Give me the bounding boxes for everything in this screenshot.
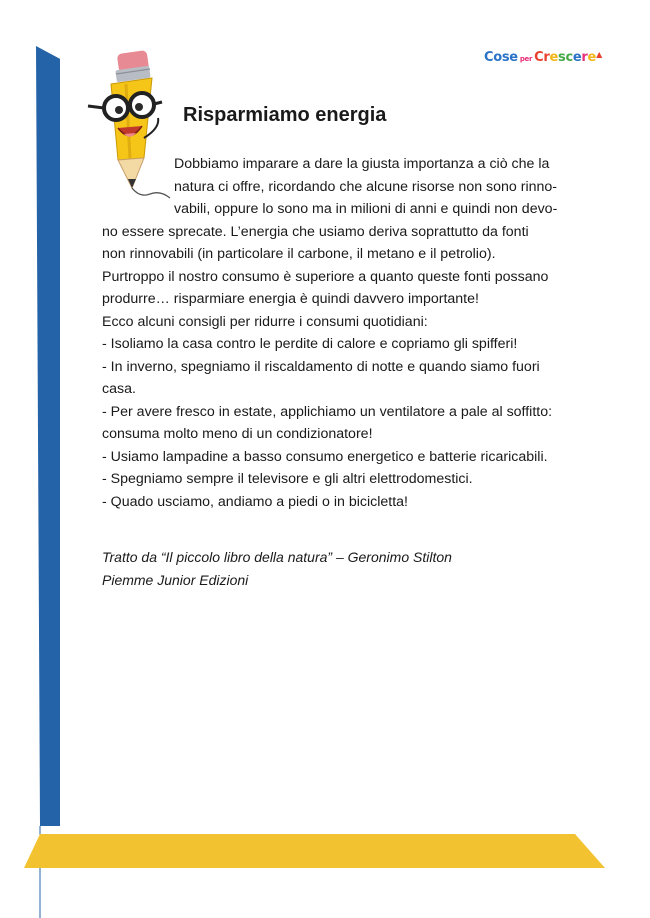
body-line: natura ci offre, ricordando che alcune risorse non sono rinno-	[174, 178, 558, 195]
logo-word-cose: Cose	[484, 50, 518, 65]
tip-line: - Usiamo lampadine a basso consumo energetico e batterie ricaricabili.	[102, 448, 548, 465]
body-line: produrre… risparmiare energia è quindi davvero importante!	[102, 291, 479, 307]
page-title: Risparmiamo energia	[183, 104, 387, 126]
tip-line: - Quado usciamo, andiamo a piedi o in bicicletta!	[102, 493, 408, 510]
bottom-yellow-band	[0, 826, 650, 876]
body-line: vabili, oppure lo sono ma in milioni di anni e quindi non devo-	[174, 201, 558, 217]
body-line: non rinnovabili (in particolare il carbone, il metano e il petrolio).	[102, 246, 496, 262]
tip-line: casa.	[102, 381, 136, 397]
tip-line: - Spegniamo sempre il televisore e gli altri elettrodomestici.	[102, 471, 473, 487]
logo-letters-4: e	[572, 50, 582, 65]
logo-letters-5: r	[581, 50, 588, 65]
tip-line: consuma molto meno di un condizionatore!	[102, 426, 373, 442]
body-line: no essere sprecate. L’energia che usiamo deriva soprattutto da fonti	[102, 223, 529, 240]
body-line: Dobbiamo imparare a dare la giusta importanza a ciò che la	[174, 156, 550, 172]
article-body	[102, 153, 612, 513]
logo-flag-icon: ▲	[596, 50, 602, 59]
logo-letters-6: e	[587, 50, 597, 65]
logo-letters-3: sc	[558, 50, 573, 65]
body-line: Purtroppo il nostro consumo è superiore a quanto queste fonti possano	[102, 268, 549, 285]
tip-line: - Isoliamo la casa contro le perdite di calore e copriamo gli spifferi!	[102, 336, 518, 352]
publisher-name: Piemme Junior Edizioni	[102, 571, 249, 588]
logo-letters-1: Cr	[534, 50, 550, 65]
left-blue-bar	[0, 0, 60, 918]
logo-word-per: per	[519, 55, 533, 63]
tip-line: - Per avere fresco in estate, applichiamo un ventilatore a pale al soffitto:	[102, 403, 553, 420]
logo-letters-2: e	[549, 50, 559, 65]
source-credits	[102, 546, 452, 591]
tip-line: - In inverno, spegniamo il riscaldamento di notte e quando siamo fuori	[102, 358, 540, 375]
brand-logo	[484, 50, 614, 76]
body-line: Ecco alcuni consigli per ridurre i consumi quotidiani:	[102, 313, 428, 330]
source-citation: Tratto da “Il piccolo libro della natura” – Geronimo Stilton	[102, 549, 452, 565]
